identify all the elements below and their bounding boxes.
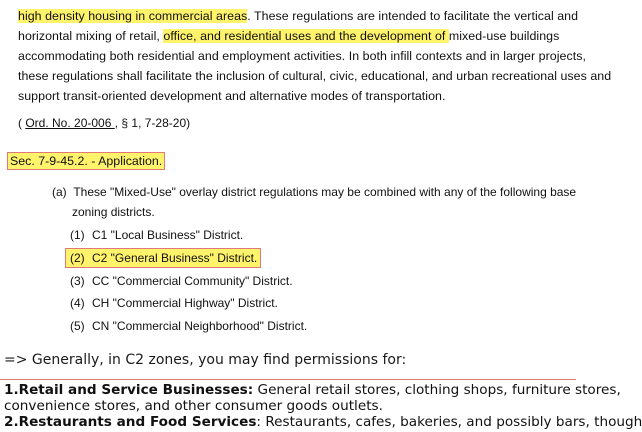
list-number: (3) [70,274,85,288]
clause-line-2: zoning districts. [72,205,155,219]
clause-text: These "Mixed-Use" overlay district regulations may be combined with any of the following base [73,185,577,199]
list-item [70,227,243,243]
list-label: C1 "Local Business" District. [92,228,244,242]
list-label: CH "Commercial Highway" District. [92,296,278,310]
permission-text: : Restaurants, cafes, bakeries, and possibly bars, though [256,414,642,430]
permission-line [4,382,621,398]
permission-item-2 [4,414,642,430]
ordinance-open: ( [18,116,26,130]
list-item [70,295,278,311]
section-heading: Sec. 7-9-45.2. - Application. [7,152,165,170]
paragraph-line-4: these regulations shall facilitate the inclusion of cultural, civic, educational, and urban recreational uses and [18,69,612,83]
permission-line: convenience stores, and other consumer goods outlets. [4,398,383,414]
paragraph-line-5: support transit-oriented development and alternative modes of transportation. [18,89,446,103]
ordinance-rest: , § 1, 7-28-20) [114,116,191,130]
summary-line: => Generally, in C2 zones, you may find permissions for: [4,352,407,368]
paragraph-line-2 [18,26,566,46]
clause-label: (a) [52,185,67,199]
list-item [70,273,293,289]
permission-title: 2.Restaurants and Food Services [4,414,257,430]
permission-title: 1.Retail and Service Businesses: [4,382,254,398]
list-label: C2 "General Business" District. [92,251,258,265]
paragraph-text: . These regulations are intended to facilitate the vertical and [247,9,579,23]
ordinance-reference [18,114,190,132]
permission-line [4,414,642,430]
paragraph-text: mixed-use buildings [448,29,560,43]
permission-item-1 [4,382,621,414]
permission-text: General retail stores, clothing shops, furniture stores, [253,382,621,398]
list-item-highlighted [65,248,261,268]
paragraph-line-1 [18,6,579,26]
divider [0,379,576,380]
list-number: (4) [70,296,85,310]
list-item [70,318,307,334]
highlighted-text: office, and residential uses and the development of [163,29,449,43]
list-number: (1) [70,228,85,242]
list-label: CN "Commercial Neighborhood" District. [92,319,308,333]
clause-a [52,182,577,222]
paragraph-line-3: accommodating both residential and employment activities. In both infill contexts and in larger projects, [18,49,586,63]
list-label: CC "Commercial Community" District. [92,274,293,288]
highlighted-text: high density housing in commercial areas [18,9,248,23]
paragraph-text: horizontal mixing of retail, [18,29,164,43]
list-number: (5) [70,319,85,333]
intro-paragraph [18,6,612,106]
ordinance-link[interactable]: Ord. No. 20-006 [25,116,115,130]
list-number: (2) [70,251,85,265]
clause-line-1 [52,182,577,202]
